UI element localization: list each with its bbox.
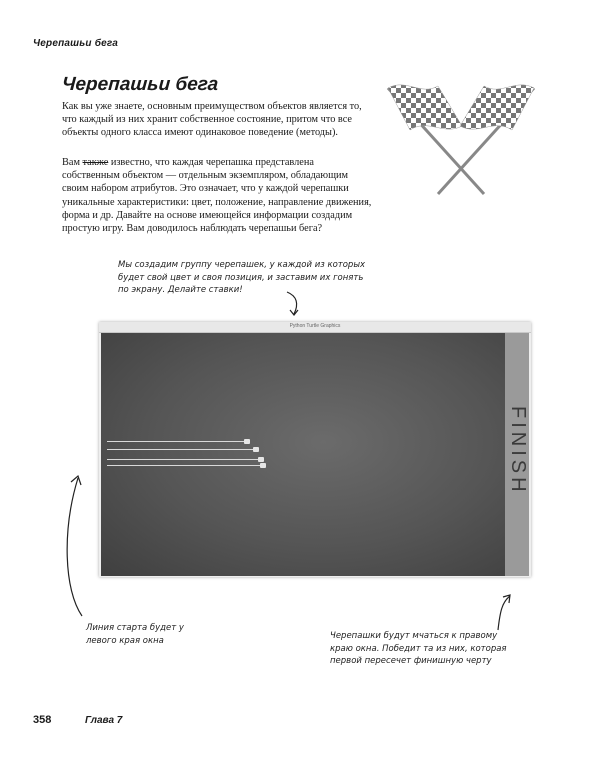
window-title: Python Turtle Graphics xyxy=(289,323,341,329)
turtle-trail xyxy=(107,449,254,450)
running-head: Черепашьи бега xyxy=(33,38,119,49)
annotation-left: Линия старта будет у левого края окна xyxy=(86,623,184,646)
finish-zone xyxy=(505,333,529,576)
finish-label: FINISH xyxy=(507,406,529,496)
window-titlebar xyxy=(99,322,531,333)
turtle-graphics-window xyxy=(99,322,531,577)
annotation-top: Мы создадим группу черепашек, у каждой из которых будет свой цвет и своя позиция, и заставим их гонять по экрану. Делайте ставки! xyxy=(118,260,366,295)
turtle-icon xyxy=(260,463,266,468)
turtle-trail xyxy=(107,459,259,460)
turtle-icon xyxy=(258,457,264,462)
left-flag xyxy=(388,85,462,130)
annotation-right: Черепашки будут мчаться к правому краю окна. Победит та из них, которая первой пересечет финишную черту xyxy=(330,631,507,666)
arrow-up-right-icon xyxy=(490,592,520,632)
paragraph-2 xyxy=(62,156,372,235)
chapter-label: Глава 7 xyxy=(85,715,123,726)
paragraph-2-struck-word: также xyxy=(82,157,109,168)
checkered-flags-illustration xyxy=(376,78,546,198)
right-flag xyxy=(460,85,534,130)
section-title: Черепашьи бега xyxy=(61,74,219,95)
turtle-trail xyxy=(107,465,261,466)
turtle-icon xyxy=(244,439,250,444)
arrow-up-left-icon xyxy=(60,470,90,620)
race-track xyxy=(101,333,505,576)
turtle-icon xyxy=(253,447,259,452)
page-number: 358 xyxy=(33,714,52,726)
arrow-down-icon xyxy=(283,290,305,318)
paragraph-2-rest: известно, что каждая черепашка представлена собственным объектом — отдельным экземпляром, обладающим своим набором атрибутов. Это означает, что у каждой черепашки уникальные характеристики: цвет, положение, направление движения, форма и др. Давайте на основе имеющейся информации создадим простую игру. Вам доводилось наблюдать черепашьи бега? xyxy=(62,157,372,235)
paragraph-1: Как вы уже знаете, основным преимуществом объектов является то, что каждый из них хранит собственное состояние, притом что все объекты одного класса имеют одинаковое поведение (методы). xyxy=(62,101,362,139)
paragraph-2-start: Вам xyxy=(62,157,83,168)
turtle-trail xyxy=(107,441,245,442)
